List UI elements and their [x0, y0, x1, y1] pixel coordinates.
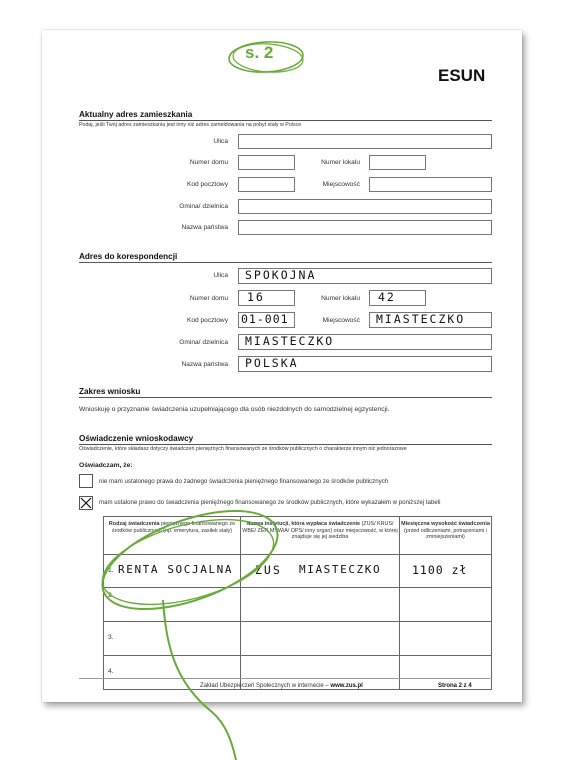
commune-label: Gmina/ dzielnica: [179, 203, 228, 210]
postcode-label: Kod pocztowy: [186, 181, 228, 188]
row1-benefit-value: RENTA SOCJALNA: [118, 563, 234, 576]
footer-website-link[interactable]: www.zus.pl: [330, 683, 363, 689]
corr-house-no-value: 16: [247, 290, 265, 304]
corr-city-value: MIASTECZKO: [376, 312, 466, 326]
correspondence-title: Adres do korespondencji: [79, 252, 178, 261]
street-label: Ulica: [213, 138, 228, 145]
corr-street-value: SPOKOJNA: [245, 268, 317, 282]
row1-number: 1.: [108, 567, 114, 574]
header-benefit-bold: Rodzaj świadczenia: [108, 521, 160, 527]
footer-page-number: Strona 2 z 4: [438, 683, 472, 689]
corr-postcode-label: Kod pocztowy: [186, 317, 228, 324]
header-benefit-rest: pieniężnego finansowanego ze środków publicznych (np. emerytura, zasiłek stały): [111, 521, 236, 534]
scope-title: Zakres wniosku: [79, 387, 141, 396]
row4-number: 4.: [108, 668, 114, 675]
scope-text: Wnioskuję o przyznanie świadczenia uzupełniającego dla osób niezdolnych do samodzielnej egzystencji.: [79, 406, 390, 413]
country-label: Nazwa państwa: [181, 224, 228, 231]
declaration-title: Oświadczenie wnioskodawcy: [79, 434, 194, 443]
row3-number: 3.: [108, 634, 114, 641]
header-amount-rest: (przed odliczeniami, potrąceniami i zmniejszeniami): [404, 527, 487, 540]
current-address-subtitle: Podaj, jeśli Twój adres zamieszkania jest inny niż adres zameldowania na pobyt stały w Polsce: [79, 122, 302, 128]
row1-institution-value: ZUS: [255, 563, 282, 577]
corr-country-value: POLSKA: [245, 356, 299, 370]
page-badge-label: s. 2: [245, 43, 274, 62]
row1-amount-value: 1100 zł: [412, 563, 468, 577]
declaration-subtitle: Oświadczenie, które składasz dotyczy świadczeń pieniężnych finansowanych ze środków publicznych o charakterze innym niż jednorazowe: [79, 446, 407, 452]
declare-label: Oświadczam, że:: [79, 462, 133, 469]
option1-label: nie mam ustalonego prawa do żadnego świadczenia pieniężnego finansowanego ze środków publicznych: [99, 478, 389, 485]
corr-street-label: Ulica: [213, 272, 228, 279]
flat-no-label: Numer lokalu: [321, 159, 360, 166]
header-institution-bold: Nazwa instytucji, która wypłaca świadczenie: [246, 521, 360, 527]
corr-postcode-value: 01-001: [241, 312, 289, 326]
current-address-title: Aktualny adres zamieszkania: [79, 110, 193, 119]
header-amount-bold: Miesięczna wysokość świadczenia: [401, 521, 490, 527]
header-institution-rest: (ZUS/ KRUS/ WBE/ ZER MSWiA/ OPS/ inny organ) oraz miejscowość, w której znajduje się jej siedziba: [242, 521, 398, 540]
corr-house-no-label: Numer domu: [189, 295, 228, 302]
corr-commune-value: MIASTECZKO: [245, 334, 335, 348]
row1-city-value: MIASTECZKO: [299, 563, 382, 576]
corr-country-label: Nazwa państwa: [181, 361, 228, 368]
form-code: ESUN: [438, 66, 486, 85]
house-no-label: Numer domu: [189, 159, 228, 166]
city-label: Miejscowość: [322, 181, 360, 188]
row2-number: 2.: [108, 592, 114, 599]
footer-left-text: Zakład Ubezpieczeń Społecznych w internecie –: [200, 683, 331, 689]
corr-commune-label: Gmina/ dzielnica: [179, 339, 228, 346]
corr-city-label: Miejscowość: [322, 317, 360, 324]
annotation-pointer-line: [163, 600, 236, 760]
corr-flat-no-value: 42: [378, 290, 396, 304]
corr-flat-no-label: Numer lokalu: [321, 295, 360, 302]
option2-label: mam ustalone prawo do świadczenia pieniężnego finansowanego ze środków publicznych, które wykazałem w poniższej tabeli: [99, 499, 441, 506]
annotation-circle: [90, 491, 290, 629]
